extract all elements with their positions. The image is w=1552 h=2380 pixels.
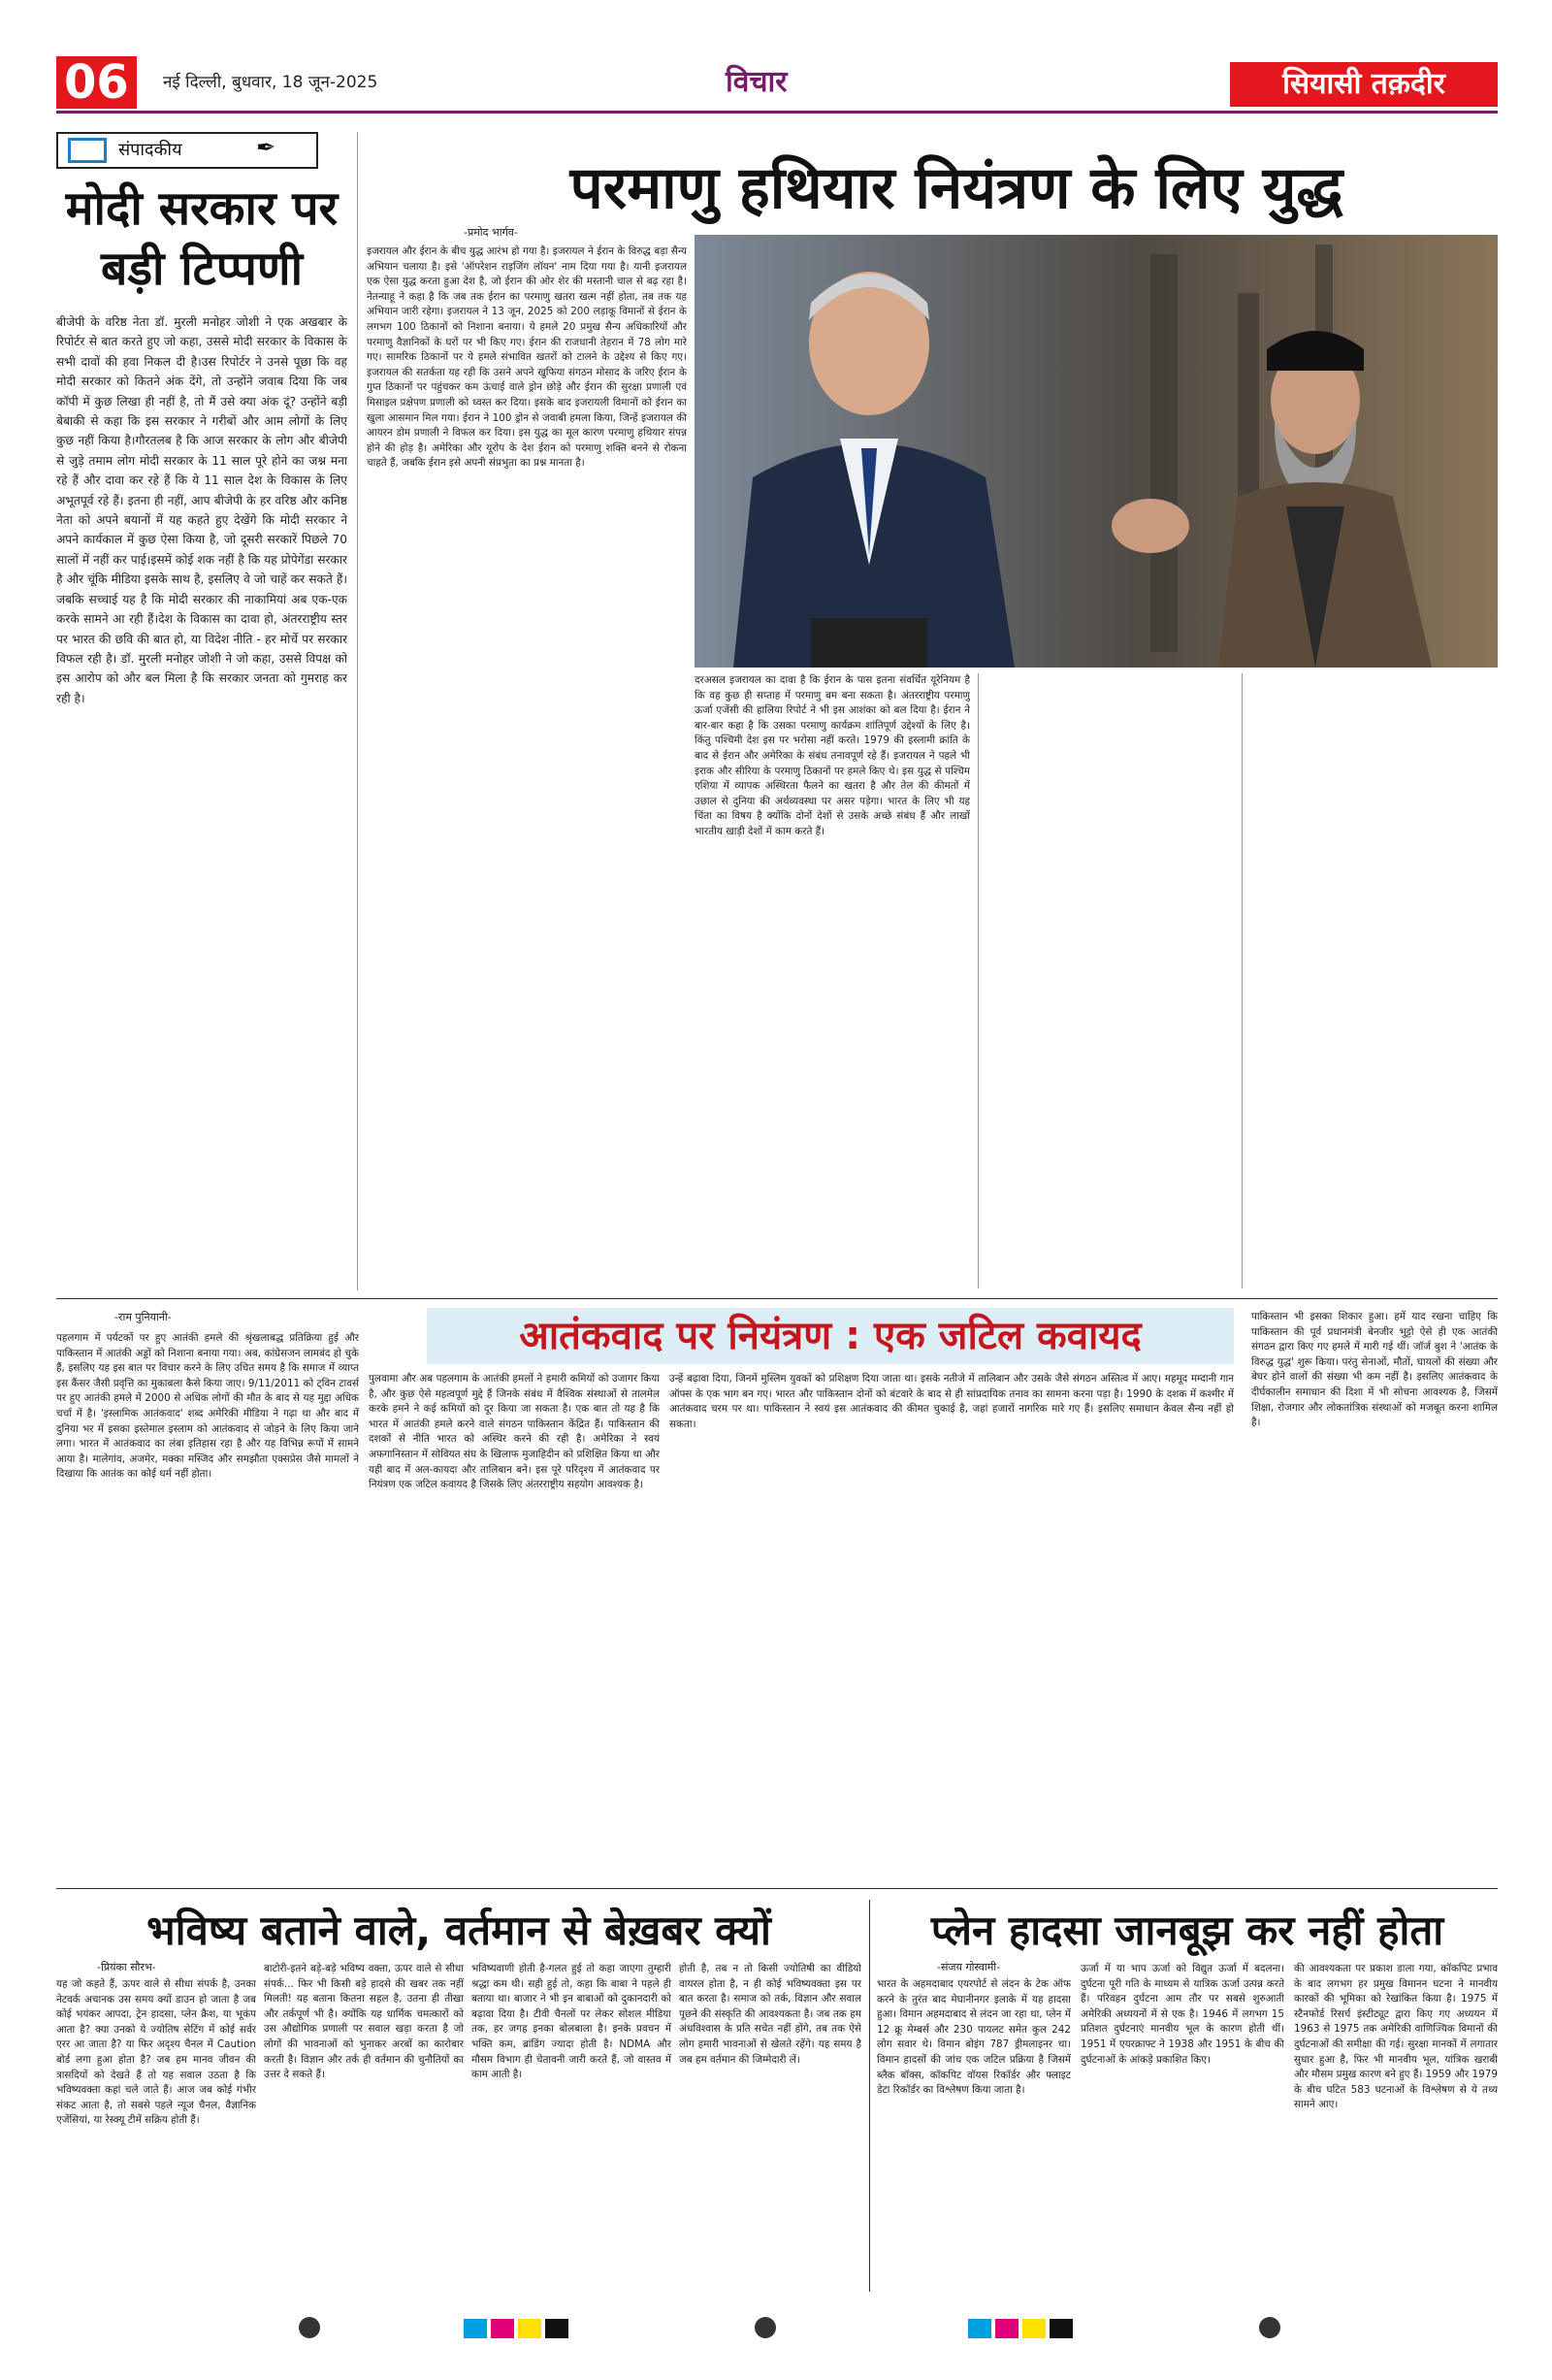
plane-body: भारत के अहमदाबाद एयरपोर्ट से लंदन के टेक ऑफ करने के तुरंत बाद मेघानीनगर इलाके में यह हादसा हुआ। विमान अहमदाबाद से लंदन जा रहा था, प्लेन में 12 क्रू मेम्बर्स और 230 पायलट समेत कुल 242 लोग सवार थे। विमान बोइंग 787 ड्रीमलाइनर था। विमान हादसों की जांच एक जटिल प्रक्रिया है जिसमें ब्लैक बॉक्स, कॉकपिट वॉयस रिकॉर्डर और फ्लाइट डेटा रिकॉर्डर का विश्लेषण किया जाता है। <box>877 1978 1071 2097</box>
lead-byline: -प्रमोद भार्गव- <box>464 226 518 239</box>
newspaper-brand: सियासी तक़दीर <box>1230 62 1498 107</box>
terror-headline: आतंकवाद पर नियंत्रण : एक जटिल कवायद <box>427 1308 1234 1364</box>
cyan-swatch <box>968 2319 991 2338</box>
future-body-col4: होती है, तब न तो किसी ज्योतिषी का वीडियो वायरल होता है, न ही कोई भविष्यवक्ता इस पर बात करता है। समाज को तर्क, विज्ञान और सवाल पूछने की संस्कृति की आवश्यकता है। जब तक हम अंधविश्वास के प्रति सचेत नहीं होंगे, तब तक ऐसे लोग हमारी भावनाओं से खेलते रहेंगे। यह समय है जब हम वर्तमान की जिम्मेदारी लें। <box>679 1963 861 2066</box>
registration-mark-icon <box>1259 2317 1280 2338</box>
future-body-col3: भविष्यवाणी होती है-गलत हुई तो कहा जाएगा तुम्हारी श्रद्धा कम थी। सही हुई तो, कहा कि बाबा ने पहले ही बताया था। बाजार ने भी इन बाबाओं को दुकानदारी को बढ़ावा दिया है। टीवी चैनलों पर लेकर सोशल मीडिया तक, हर जगह इनका बोलबाला है। इनके प्रवचन में भक्ति कम, ब्रांडिंग ज्यादा होती है। NDMA और मौसम विभाग ही चेतावनी जारी करते हैं, जो वास्तव में काम आती है। <box>471 1963 671 2081</box>
leaders-photo <box>695 235 1498 668</box>
future-headline: भविष्य बताने वाले, वर्तमान से बेख़बर क्यों <box>146 1907 771 1954</box>
lead-headline: परमाणु हथियार नियंत्रण के लिए युद्ध <box>569 154 1343 222</box>
future-body-col2: बाटोरी-इतने बड़े-बड़े भविष्य वक्ता, ऊपर वाले से सीधा संपर्क... फिर भी किसी बड़े हादसे की खबर तक नहीं मिलती! यह बताना कितना सहल है, उतना ही तीखा और तर्कपूर्ण भी है। क्योंकि यह धार्मिक चमत्कारों को उस औद्योगिक प्रणाली पर सवाल खड़ा करता है जो लोगों की भावनाओं को भुनाकर अरबों का कारोबार करती है। विज्ञान और तर्क ही वर्तमान की चुनौतियों का उत्तर दे सकते हैं। <box>264 1963 464 2081</box>
editorial-body: बीजेपी के वरिष्ठ नेता डॉ. मुरली मनोहर जोशी ने एक अखबार के रिपोर्टर से बात करते हुए जो कहा, उससे मोदी सरकार के विकास के सभी दावों की हवा निकल दी है।उस रिपोर्टर ने उनसे पूछा कि वह मोदी सरकार को कितने अंक देंगे, तो उन्होंने जवाब दिया कि जब कॉपी में कुछ लिखा ही नहीं है, तो मैं उसे क्या अंक दूं? उन्होंने बड़ी बेबाकी से कहा कि इस सरकार ने गरीबों और आम लोगों के लिए कुछ नहीं किया है।गौरतलब है कि आज सरकार के लोग और बीजेपी से जुड़े तमाम लोग मोदी सरकार के 11 साल पूरे होने का जश्न मना रहे हैं और दावा कर रहे हैं कि ये 11 साल देश के विकास के लिए अभूतपूर्व रहे हैं। इतना ही नहीं, आप बीजेपी के हर वरिष्ठ और कनिष्ठ नेता को अपने बयानों में यह कहते हुए देखेंगे कि मोदी सरकार ने अपने कार्यकाल में कुछ ऐसा किया है, जो दूसरी सरकारें पिछले 70 सालों में नहीं कर पाई।इसमें कोई शक नहीं है कि यह प्रोपेगेंडा सरकार है और चूंकि मीडिया इसके साथ है, इसलिए वे जो चाहें कर सकते हैं।जबकि सच्चाई यह है कि मोदी सरकार की नाकामियां अब एक-एक करके सामने आ रही हैं।देश के विकास का दावा हो, अंतरराष्ट्रीय स्तर पर भारत की छवि की बात हो, या विदेश नीति - हर मोर्चे पर सरकार विफल रही है। डॉ. मुरली मनोहर जोशी ने जो कहा, उससे विपक्ष को इस आरोप को और बल मिला है कि सरकार जनता को गुमराह कर रही है। <box>56 315 347 705</box>
plane-byline: -संजय गोस्वामी- <box>937 1961 1001 1973</box>
magenta-swatch <box>995 2319 1018 2338</box>
registration-mark-icon <box>755 2317 776 2338</box>
editorial-label: संपादकीय <box>56 132 318 169</box>
edition-date: नई दिल्ली, बुधवार, 18 जून-2025 <box>163 73 378 92</box>
black-swatch <box>545 2319 568 2338</box>
print-marks <box>56 2315 1498 2344</box>
terror-body-col2: पुलवामा और अब पहलगाम के आतंकी हमलों ने हमारी कमियों को उजागर किया है, और कुछ ऐसे महत्वपूर्ण मुद्दे हैं जिनके संबंध में वैश्विक संस्थाओं से तालमेल करके हमने ने कई कमियों को दूर किया जा सकता है। एक बात तो यह है कि भारत में आतंकी हमले करने वाले संगठन पाकिस्तान केंद्रित हैं। पाकिस्तान की दशकों से नीति भारत को अस्थिर करने की रही है। अमेरिका ने स्वयं अफगानिस्तान में सोवियत संघ के खिलाफ मुजाहिदीन को प्रशिक्षित किया था और यही बाद में अल-कायदा और तालिबान बने। इस पूरे परिदृश्य में आतंकवाद पर नियंत्रण एक जटिल कवायद है जिसके लिए अंतरराष्ट्रीय सहयोग आवश्यक है। <box>369 1373 660 1491</box>
magenta-swatch <box>491 2319 514 2338</box>
lead-body: इजरायल और ईरान के बीच युद्ध आरंभ हो गया है। इजरायल ने ईरान के विरुद्ध बड़ा सैन्य अभियान चलाया है। इसे 'ऑपरेशन राइजिंग लॉयन' नाम दिया गया है। यानी इजरायल एक ऐसा युद्ध करता हुआ देश है, जो ईरान की ओर शेर की मस्तानी चाल से बढ़ रहा है। नेतन्याहू ने कहा है कि जब तक ईरान का परमाणु खतरा खत्म नहीं होता, तब तक यह अभियान जारी रहेगा। इजरायल ने 13 जून, 2025 को 200 लड़ाकू विमानों से ईरान के लगभग 100 ठिकानों को निशाना बनाया। ये हमले 20 प्रमुख सैन्य अधिकारियों और परमाणु वैज्ञानिकों के घरों पर भी किए गए। ईरान की राजधानी तेहरान में 78 लोग मारे गए। सामरिक ठिकानों पर ये हमले संभावित खतरों को टालने के उद्देश्य से किए गए। इजरायल की सतर्कता यह रही कि उसने अपने खुफिया संगठन मोसाद के जरिए ईरान के गुप्त ठिकानों पर पहुंचकर कम ऊंचाई वाले ड्रोन छोड़े और ईरान की सुरक्षा प्रणाली एवं मिसाइल प्रक्षेपण प्रणाली को ध्वस्त कर दिया। इसके बाद इजरायली विमानों को ईरान का खुला आसमान मिल गया। ईरान ने 100 ड्रोन से जवाबी हमला किया, जिन्हें इजरायल की आयरन डोम प्रणाली ने विफल कर दिया। इस युद्ध का मूल कारण परमाणु हथियार संपन्न होने की होड़ है। अमेरिका और यूरोप के देश ईरान को परमाणु शक्ति बनने से रोकना चाहते हैं, जबकि ईरान इसे अपनी संप्रभुता का प्रश्न मानता है। <box>367 245 687 470</box>
plane-body-col3: की आवश्यकता पर प्रकाश डाला गया, कॉकपिट प्रभाव के बाद लगभग हर प्रमुख विमानन घटना ने मानवीय कारकों की भूमिका को रेखांकित किया है। 1975 में स्टैनफोर्ड रिसर्च इंस्टीट्यूट द्वारा किए गए अध्ययन में 1963 से 1975 तक अमेरिकी वाणिज्यिक विमानों की दुर्घटनाओं की समीक्षा की गई। सुरक्षा मानकों में लगातार सुधार हुआ है, फिर भी मानवीय भूल, यांत्रिक खराबी और मौसम प्रमुख कारण बने हुए हैं। 1959 और 1979 के बीच घटित 583 घटनाओं के विश्लेषण से ये तथ्य सामने आए। <box>1294 1963 1498 2111</box>
plane-headline: प्लेन हादसा जानबूझ कर नहीं होता <box>930 1907 1444 1954</box>
future-body: यह जो कहते हैं, ऊपर वाले से सीधा संपर्क है, उनका नेटवर्क अचानक उस समय क्यों डाउन हो जाता है जब कोई भयंकर आपदा, ट्रेन हादसा, प्लेन क्रैश, या भूकंप आता है? क्या उनको ये ज्योतिष सेटिंग में कोई सर्वर एरर आ जाता है? या फिर अदृश्य चैनल में Caution बोर्ड लगा हुआ होता है? जब हम मानव जीवन की त्रासदियों को देखते हैं तो यह सवाल उठता है कि भविष्यवक्ता कहां चले जाते हैं। आज जब कोई गंभीर संकट आता है, तो सबसे पहले न्यूज चैनल, वैज्ञानिक एजेंसियां, या रेस्क्यू टीमें सक्रिय होती हैं। <box>56 1978 256 2127</box>
column-divider <box>869 1900 870 2292</box>
plane-body-col2: ऊर्जा में या भाप ऊर्जा को विद्युत ऊर्जा में बदलना। दुर्घटना पूरी गति के माध्यम से यात्रिक ऊर्जा उत्पन्न करते हैं। परिवहन दुर्घटना आम तौर पर सबसे शुरुआती अमेरिकी अध्ययनों में से एक है। 1946 में लगभग 15 प्रतिशत दुर्घटनाएं मानवीय भूल के कारण होती थीं। 1951 में एयरक्राफ्ट ने 1938 और 1951 के बीच की दुर्घटनाओं के आंकड़े प्रकाशित किए। <box>1081 1963 1284 2066</box>
editorial-title: मोदी सरकार पर बड़ी टिप्पणी <box>65 181 339 296</box>
header-rule <box>56 111 1498 114</box>
yellow-swatch <box>1022 2319 1046 2338</box>
lead-body-continued: दरअसल इजरायल का दावा है कि ईरान के पास इतना संवर्धित यूरेनियम है कि वह कुछ ही सप्ताह में परमाणु बम बना सकता है। अंतरराष्ट्रीय परमाणु ऊर्जा एजेंसी की हालिया रिपोर्ट ने भी इस आशंका को बल दिया है। ईरान ने बार-बार कहा है कि उसका परमाणु कार्यक्रम शांतिपूर्ण उद्देश्यों के लिए है। किंतु पश्चिमी देश इस पर भरोसा नहीं करते। 1979 की इस्लामी क्रांति के बाद से ईरान और अमेरिका के संबंध तनावपूर्ण रहे हैं। इजरायल ने पहले भी इराक और सीरिया के परमाणु ठिकानों पर हमले किए थे। इस युद्ध से पश्चिम एशिया में व्यापक अस्थिरता फैलने का खतरा है और तेल की कीमतों में उछाल से दुनिया की अर्थव्यवस्था पर असर पड़ेगा। भारत के लिए भी यह चिंता का विषय है क्योंकि दोनों देशों से उसके अच्छे संबंध हैं और लाखों भारतीय खाड़ी देशों में काम करते हैं। <box>695 674 970 837</box>
column-divider <box>1242 673 1243 1288</box>
terror-byline: -राम पुनियानी- <box>114 1311 172 1323</box>
yellow-swatch <box>518 2319 541 2338</box>
column-divider <box>978 673 979 1288</box>
terror-body-col3: उन्हें बढ़ावा दिया, जिनमें मुस्लिम युवकों को प्रशिक्षण दिया जाता था। इसके नतीजे में तालिबान और उसके जैसे संगठन अस्तित्व में आए। महमूद मम्दानी गान ऑफ्स के एक भाग बन गए। भारत और पाकिस्तान दोनों को बंटवारे के बाद से ही सांप्रदायिक तनाव का सामना करना पड़ा है। 1990 के दशक में कश्मीर में आतंकवाद चरम पर था। पाकिस्तान ने स्वयं इस आतंकवाद की कीमत चुकाई है, जहां हजारों नागरिक मारे गए हैं। इसलिए समाधान केवल सैन्य नहीं हो सकता। <box>669 1373 1234 1430</box>
section-name: विचार <box>726 65 788 99</box>
registration-mark-icon <box>299 2317 320 2338</box>
column-divider <box>357 132 358 1290</box>
cyan-swatch <box>464 2319 487 2338</box>
section-rule <box>56 1888 1498 1889</box>
page-number: 06 <box>56 56 137 109</box>
future-byline: -प्रियंका सौरभ- <box>97 1961 156 1973</box>
terror-body-col4: पाकिस्तान भी इसका शिकार हुआ। हमें याद रखना चाहिए कि पाकिस्तान की पूर्व प्रधानमंत्री बेनजीर भुट्टो ऐसे ही एक आतंकी संगठन द्वारा किए गए हमले में मारी गई थीं। जॉर्ज बुश ने 'आतंक के विरुद्ध युद्ध' शुरू किया। परंतु सेनाओं, मौतों, घायलों की संख्या और बेघर होने वालों की संख्या भी कम नहीं है। इसलिए आतंकवाद के दीर्घकालीन समाधान की दिशा में भी सोचना आवश्यक है, जिसमें शिक्षा, रोजगार और लोकतांत्रिक संस्थाओं को मजबूत करना शामिल है। <box>1251 1311 1498 1429</box>
section-rule <box>56 1298 1498 1299</box>
editorial-box-icon <box>68 138 107 163</box>
terror-body: पहलगाम में पर्यटकों पर हुए आतंकी हमले की श्रृंखलाबद्ध प्रतिक्रिया हुई और पाकिस्तान में आतंकी अड्डों को निशाना बनाया गया। अब, कांग्रेसजन लामबंद हो चुके हैं, इसलिए यह इस बात पर विचार करने के लिए उचित समय है कि समाज में व्याप्त इस कैंसर जैसी प्रवृत्ति का मुकाबला कैसे किया जाए। 9/11/2011 को ट्विन टावर्स पर हुए आतंकी हमले में 2000 से अधिक लोगों की मौत के बाद से यह मुद्दा अधिक चर्चा में है। 'इस्लामिक आतंकवाद' शब्द अमेरिकी मीडिया ने गढ़ा था और बाद में दुनिया भर में इसका इस्तेमाल इस्लाम को आतंकवाद से जोड़ने के लिए किया जाने लगा। भारत में आतंकवाद का लंबा इतिहास रहा है और यह विभिन्न रूपों में सामने आया है। मालेगांव, अजमेर, मक्का मस्जिद और समझौता एक्सप्रेस जैसे मामलों ने दिखाया कि आतंक का कोई धर्म नहीं होता। <box>56 1332 359 1481</box>
black-swatch <box>1050 2319 1073 2338</box>
pen-icon: ✒ <box>256 134 276 161</box>
